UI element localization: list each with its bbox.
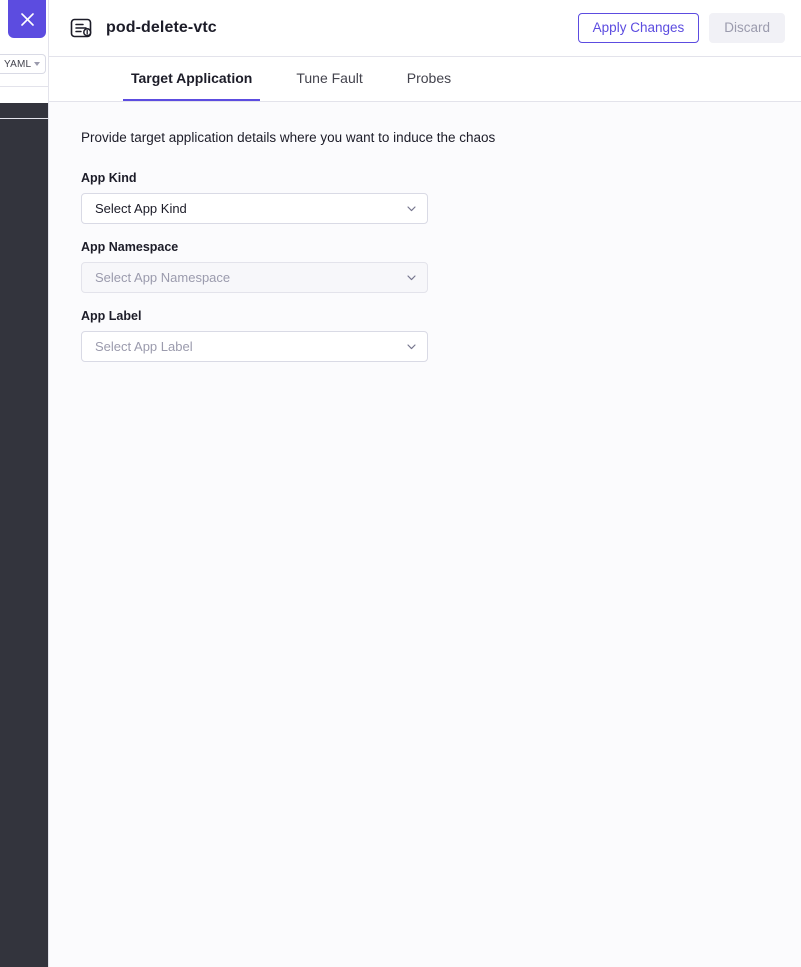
field-app-kind [81,171,801,224]
app-kind-label: App Kind [81,171,137,185]
chevron-down-icon [407,206,416,212]
app-label-select[interactable] [81,331,428,362]
app-namespace-value: Select App Namespace [95,270,231,285]
tab-target-application[interactable]: Target Application [123,57,260,101]
drawer-tabs [49,57,801,102]
close-drawer-button[interactable] [8,0,46,38]
discard-button[interactable]: Discard [709,13,785,43]
drawer-header [49,0,801,56]
close-icon [21,13,34,26]
chevron-down-icon [407,275,416,281]
chevron-down-icon [407,344,416,350]
background-dark-panel [0,103,48,967]
app-kind-value: Select App Kind [95,201,187,216]
target-application-panel [49,102,801,967]
yaml-toggle-chip[interactable] [0,54,46,74]
app-kind-select[interactable] [81,193,428,224]
apply-changes-button[interactable]: Apply Changes [578,13,700,43]
app-namespace-select[interactable] [81,262,428,293]
chaos-fault-icon [68,15,94,41]
background-divider-1 [0,86,48,87]
page-title: pod-delete-vtc [106,19,217,36]
app-namespace-label: App Namespace [81,240,179,254]
panel-description: Provide target application details where you want to induce the chaos [81,130,496,145]
app-label-value: Select App Label [95,339,193,354]
background-divider-2 [0,118,48,119]
app-label-label: App Label [81,309,142,323]
field-app-label [81,309,801,362]
fault-configuration-drawer [48,0,801,967]
tab-probes[interactable]: Probes [406,70,452,86]
tab-tune-fault[interactable]: Tune Fault [296,70,363,86]
field-app-namespace [81,240,801,293]
chevron-down-icon [34,62,40,66]
yaml-toggle-label: YAML [4,58,32,70]
header-actions [578,13,785,43]
